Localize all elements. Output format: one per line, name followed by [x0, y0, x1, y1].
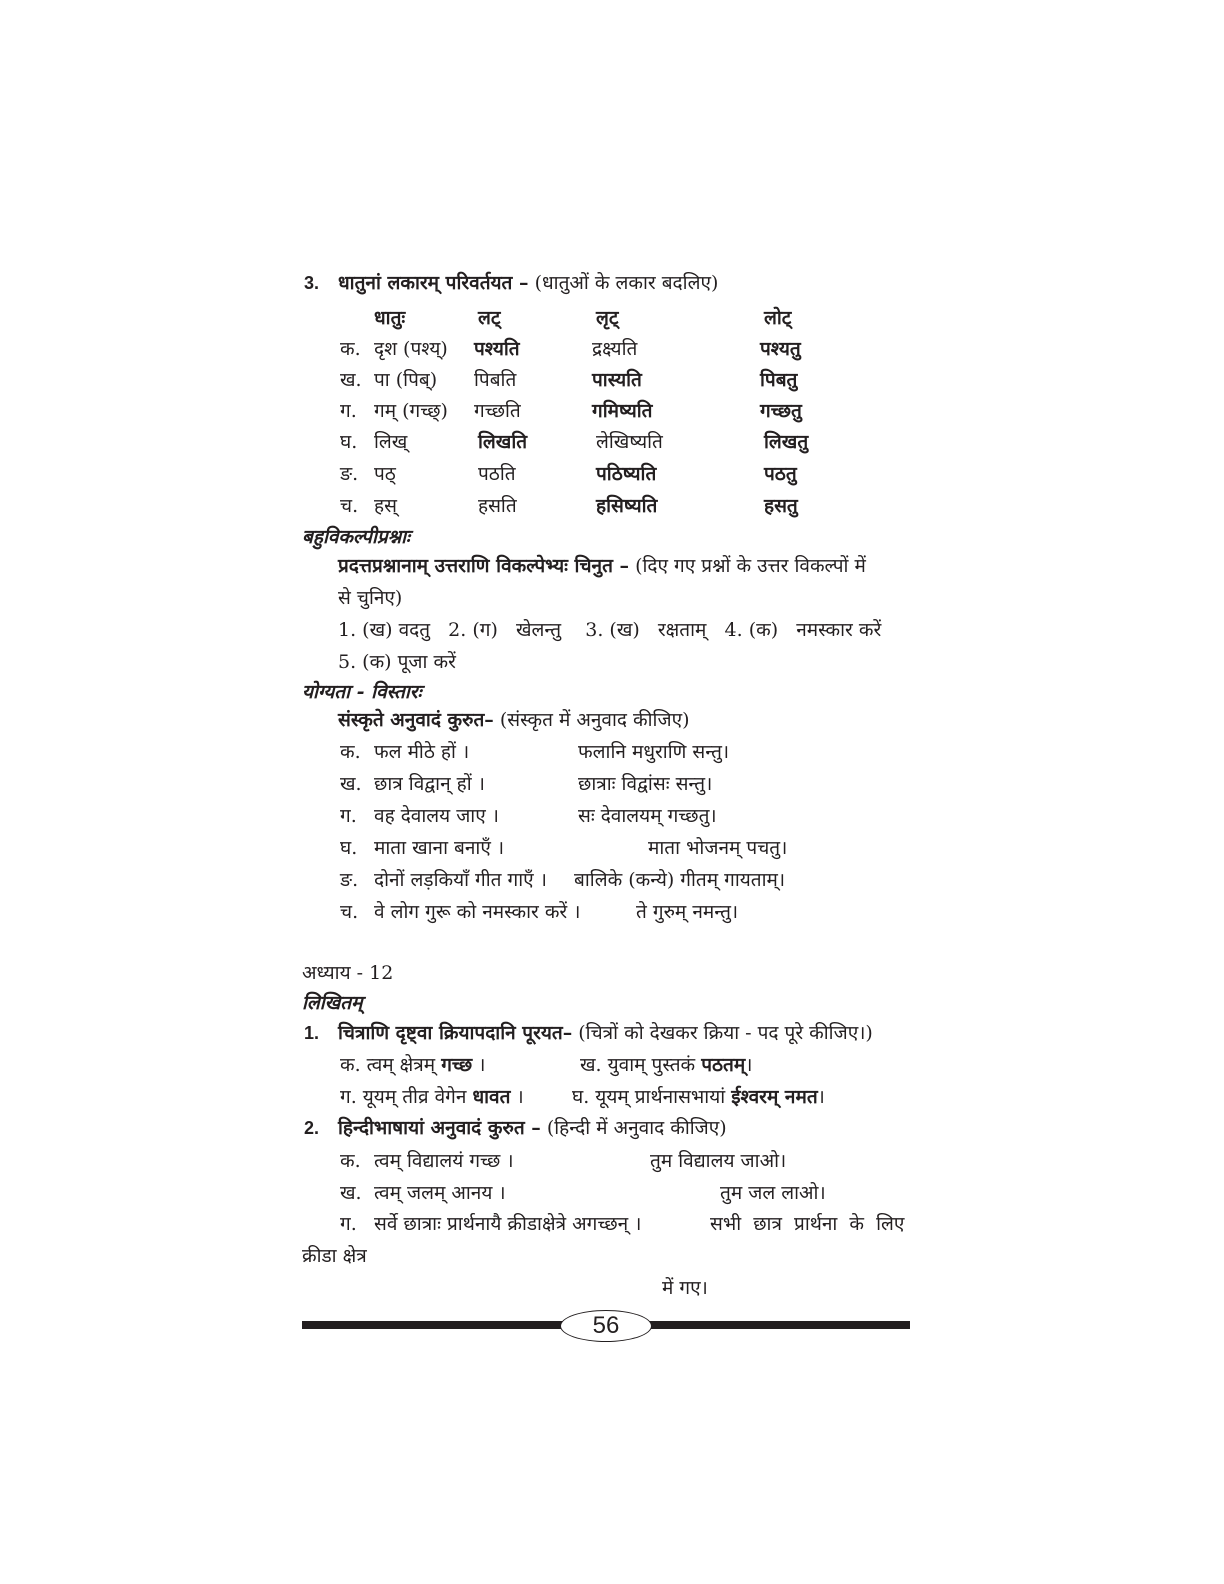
c12q1-number: 1. — [304, 1023, 320, 1043]
c12q1-item-d: घ. यूयम् प्रार्थनासभायां ईश्वरम् नमत। — [572, 1086, 825, 1108]
c12q2-number: 2. — [304, 1118, 320, 1138]
c12q2-wrap-line1: क्रीडा क्षेत्र — [302, 1245, 367, 1267]
q3-row-lat: लिखति — [478, 431, 528, 453]
yogyata-row-label: ग. — [340, 805, 357, 827]
c12q2-row-hindi: तुम विद्यालय जाओ। — [650, 1150, 787, 1172]
q3-row-dhatu: दृश (पश्य्) — [374, 338, 448, 360]
q3-row-lrt: हसिष्यति — [596, 495, 658, 517]
c12q2-row-hindi: तुम जल लाओ। — [720, 1182, 826, 1204]
c12q1-title: चित्राणि दृष्ट्वा क्रियापदानि पूरयत– — [338, 1022, 573, 1044]
yogyata-row-hindi: वे लोग गुरू को नमस्कार करें । — [374, 901, 581, 923]
yogyata-row-sanskrit: छात्राः विद्वांसः सन्तु। — [578, 773, 713, 795]
q3-row-lot: लिखतु — [764, 431, 809, 453]
c12q1-item-b: ख. युवाम् पुस्तकं पठतम्। — [580, 1054, 753, 1076]
q3-subtitle: (धातुओं के लकार बदलिए) — [534, 272, 719, 294]
yogyata-row-hindi: वह देवालय जाए । — [374, 805, 499, 827]
yogyata-instruction-bold: संस्कृते अनुवादं कुरुत– — [338, 709, 494, 731]
c12q2-row-sanskrit: त्वम् विद्यालयं गच्छ । — [374, 1150, 514, 1172]
mcq-instruction — [338, 554, 866, 578]
page-number: 56 — [560, 1310, 652, 1342]
q3-row-label: क. — [340, 338, 361, 360]
mcq-heading: बहुविकल्पीप्रश्नाः — [302, 526, 410, 548]
q3-row-label: ङ. — [340, 463, 359, 485]
q3-row-dhatu: पठ् — [374, 463, 396, 485]
c12q2-row-sanskrit: सर्वे छात्राः प्रार्थनायै क्रीडाक्षेत्रे अगच्छन् । — [374, 1213, 642, 1235]
yogyata-row-hindi: फल मीठे हों । — [374, 741, 470, 763]
yogyata-row-label: ङ. — [340, 869, 359, 891]
q3-row-lot: पठतु — [764, 463, 797, 485]
yogyata-row-hindi: माता खाना बनाएँ । — [374, 837, 505, 859]
yogyata-row-sanskrit: बालिके (कन्ये) गीतम् गायताम्। — [574, 869, 786, 891]
mcq-instruction-bold: प्रदत्तप्रश्नानाम् उत्तराणि विकल्पेभ्यः चिनुत – — [338, 555, 630, 577]
yogyata-heading: योग्यता - विस्तारः — [302, 681, 422, 703]
c12q2-row-label: ख. — [340, 1182, 362, 1204]
q3-header-lat: लट् — [478, 307, 501, 329]
q3-row-lot: पिबतु — [760, 369, 798, 391]
c12q2-heading — [338, 1116, 727, 1140]
q3-row-lat: पठति — [478, 463, 516, 485]
q3-row-lat: पश्यति — [474, 338, 520, 360]
c12q2-subtitle: (हिन्दी में अनुवाद कीजिए) — [546, 1117, 727, 1139]
q3-number: 3. — [304, 273, 320, 293]
q3-row-lrt: लेखिष्यति — [596, 431, 663, 453]
q3-row-lrt: गमिष्यति — [592, 400, 653, 422]
yogyata-row-label: ख. — [340, 773, 362, 795]
mcq-instruction-cont: से चुनिए) — [338, 587, 403, 609]
q3-row-lat: पिबति — [474, 369, 517, 391]
q3-row-lat: गच्छति — [474, 400, 521, 422]
q3-row-label: च. — [340, 495, 359, 517]
c12q2-row-hindi: सभी छात्र प्रार्थना के लिए — [710, 1213, 905, 1235]
yogyata-row-sanskrit: ते गुरुम् नमन्तु। — [636, 901, 739, 923]
q3-row-dhatu: हस् — [374, 495, 397, 517]
yogyata-row-hindi: छात्र विद्वान् हों । — [374, 773, 485, 795]
yogyata-row-hindi: दोनों लड़कियाँ गीत गाएँ । — [374, 869, 547, 891]
c12q2-row-label: ग. — [340, 1213, 357, 1235]
q3-row-label: ख. — [340, 369, 362, 391]
q3-heading — [338, 271, 718, 295]
c12q1-heading — [338, 1021, 873, 1045]
c12q2-row-sanskrit: त्वम् जलम् आनय । — [374, 1182, 506, 1204]
yogyata-instruction-rest: (संस्कृत में अनुवाद कीजिए) — [499, 709, 690, 731]
q3-row-dhatu: लिख् — [374, 431, 408, 453]
yogyata-row-label: घ. — [340, 837, 358, 859]
q3-row-label: ग. — [340, 400, 357, 422]
q3-row-lot: हसतु — [764, 495, 798, 517]
c12q1-item-a: क. त्वम् क्षेत्रम् गच्छ । — [340, 1054, 486, 1076]
q3-header-dhatu: धातुः — [374, 307, 406, 329]
c12q2-row-label: क. — [340, 1150, 361, 1172]
yogyata-row-label: च. — [340, 901, 359, 923]
yogyata-row-sanskrit: फलानि मधुराणि सन्तु। — [578, 741, 730, 763]
c12q1-item-c: ग. यूयम् तीव्र वेगेन धावत । — [340, 1086, 524, 1108]
chapter-section: लिखितम् — [302, 992, 363, 1014]
yogyata-row-sanskrit: माता भोजनम् पचतु। — [648, 837, 788, 859]
q3-row-dhatu: गम् (गच्छ्) — [374, 400, 448, 422]
yogyata-row-label: क. — [340, 741, 361, 763]
c12q1-subtitle: (चित्रों को देखकर क्रिया - पद पूरे कीजिए।) — [578, 1022, 873, 1044]
q3-title: धातुनां लकारम् परिवर्तयत – — [338, 272, 529, 294]
q3-header-lot: लोट् — [764, 307, 792, 329]
mcq-answers-line1: 1. (ख) वदतु 2. (ग) खेलन्तु 3. (ख) रक्षताम् 4. (क) नमस्कार करें — [338, 619, 882, 641]
mcq-instruction-rest: (दिए गए प्रश्नों के उत्तर विकल्पों में — [635, 555, 866, 577]
yogyata-instruction — [338, 708, 690, 732]
mcq-answers-line2: 5. (क) पूजा करें — [338, 651, 456, 673]
q3-row-lrt: पठिष्यति — [596, 463, 657, 485]
q3-row-lrt: पास्यति — [592, 369, 642, 391]
q3-header-lrt: लृट् — [596, 307, 619, 329]
q3-row-lat: हसति — [478, 495, 517, 517]
c12q2-wrap-line2: में गए। — [662, 1277, 708, 1299]
q3-row-lrt: द्रक्ष्यति — [592, 338, 638, 360]
yogyata-row-sanskrit: सः देवालयम् गच्छतु। — [578, 805, 717, 827]
q3-row-label: घ. — [340, 431, 358, 453]
c12q2-title: हिन्दीभाषायां अनुवादं कुरुत – — [338, 1117, 541, 1139]
q3-row-lot: पश्यतु — [760, 338, 801, 360]
chapter-title: अध्याय - 12 — [302, 962, 394, 984]
q3-row-lot: गच्छतु — [760, 400, 802, 422]
q3-row-dhatu: पा (पिब्) — [374, 369, 438, 391]
